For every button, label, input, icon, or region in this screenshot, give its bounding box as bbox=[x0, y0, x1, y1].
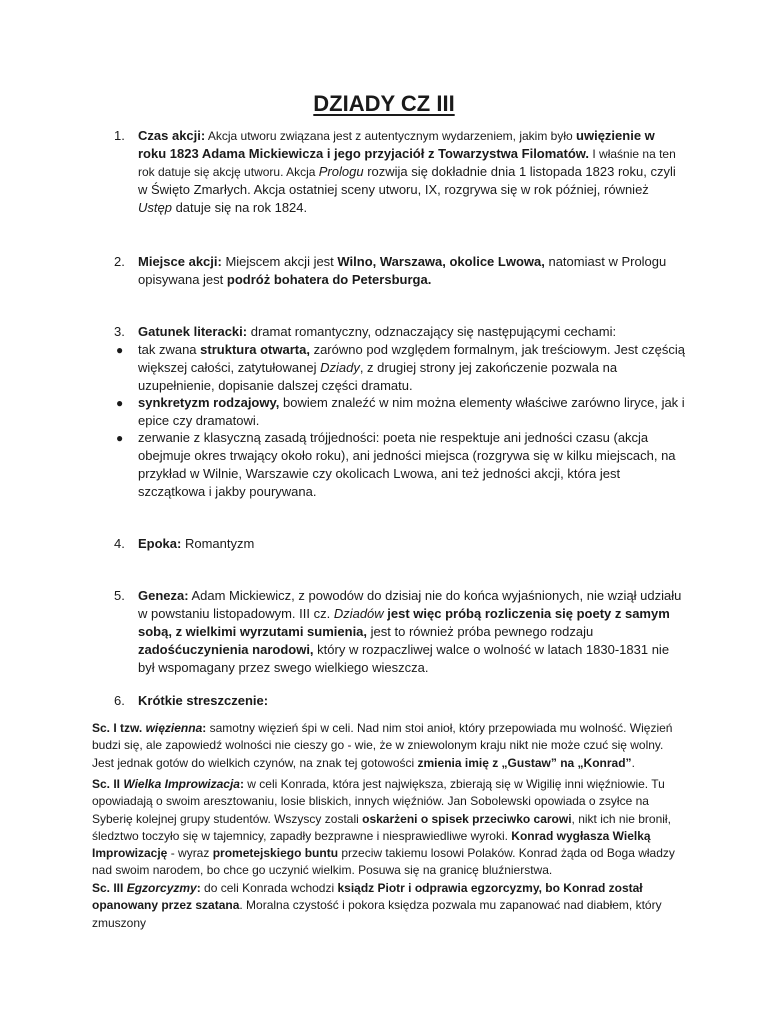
bullet-icon: ● bbox=[116, 343, 124, 357]
document-title: DZIADY CZ III bbox=[313, 91, 455, 116]
scene-1-paragraph: Sc. I tzw. więzienna: samotny więzień śpi w celi. Nad nim stoi anioł, który przepowiada mu wolność. Więzień budzi się, ale zapowiedź wolności nie cieszy go - wie, że w zniewolonym kraju nikt nie może czuć się wolny. Jest jednak gotów do wielkich czynów, na znak tej gotowości zmienia imię z „Gustaw” na „Konrad”. bbox=[92, 721, 673, 770]
genre-feature-open-structure: tak zwana struktura otwarta, zarówno pod względem formalnym, jak treściowym. Jest częścią większej całości, zatytułowanej Dziady, z drugiej strony jej zakończenie pozwala na uzupełnienie, dopisanie dalszej części dramatu. bbox=[138, 342, 685, 393]
section-genesis: Geneza: Adam Mickiewicz, z powodów do dzisiaj nie do końca wyjaśnionych, nie wziął udziału w powstaniu listopadowym. III cz. Dziadów jest więc próbą rozliczenia się poety z samym sobą, z wielkimi wyrzutami sumienia, jest to również próba pewnego rodzaju zadośćuczynienia narodowi, który w rozpaczliwej walce o wolność w latach 1830-1831 nie był wspomagany przez swego wielkiego wieszcza. bbox=[138, 588, 682, 675]
section-number: 1. bbox=[114, 128, 125, 143]
section-number: 3. bbox=[114, 324, 125, 339]
bullet-icon: ● bbox=[116, 431, 124, 445]
scene-3-paragraph: Sc. III Egzorcyzmy: do celi Konrada wchodzi ksiądz Piotr i odprawia egzorcyzmy, bo Konrad został opanowany przez szatana. Moralna czystość i pokora księdza pozwala mu zapanować nad diabłem, który zmuszony bbox=[92, 881, 662, 930]
section-epoch: Epoka: Romantyzm bbox=[138, 536, 255, 551]
section-number: 6. bbox=[114, 693, 125, 708]
section-time-of-action: Czas akcji: Akcja utworu związana jest z autentycznym wydarzeniem, jakim było uwięzienie w roku 1823 Adama Mickiewicza i jego przyjaciół z Towarzystwa Filomatów. I właśnie na ten rok datuje się akcję utworu. Akcja Prologu rozwija się dokładnie dnia 1 listopada 1823 roku, czyli w Święto Zmarłych. Akcja ostatniej sceny utworu, IX, rozgrywa się w rok później, również Ustęp datuje się na rok 1824. bbox=[138, 128, 676, 215]
section-number: 2. bbox=[114, 254, 125, 269]
bullet-icon: ● bbox=[116, 396, 124, 410]
section-place-of-action: Miejsce akcji: Miejscem akcji jest Wilno, Warszawa, okolice Lwowa, natomiast w Prologu opisywana jest podróż bohatera do Petersburga. bbox=[138, 254, 667, 287]
section-number: 5. bbox=[114, 588, 125, 603]
section-summary-heading: Krótkie streszczenie: bbox=[138, 693, 269, 708]
section-literary-genre: Gatunek literacki: dramat romantyczny, odznaczający się następującymi cechami: bbox=[138, 324, 617, 339]
genre-feature-syncretism: synkretyzm rodzajowy, bowiem znaleźć w nim można elementy właściwe zarówno liryce, jak i epice czy dramatowi. bbox=[138, 395, 685, 428]
section-number: 4. bbox=[114, 536, 125, 551]
scene-2-paragraph: Sc. II Wielka Improwizacja: w celi Konrada, która jest największa, zbierają się w Wigilię inni więźniowie. Tu opowiadają o swoim aresztowaniu, losie bliskich, innych więźniów. Jan Sobolewski opowiada o zsyłce na Syberię kolejnej grupy studentów. Wszyscy zostali oskarżeni o spisek przeciwko carowi, nikt ich nie bronił, śledztwo toczyło się w tajemnicy, zapadły bezprawne i niesprawiedliwe wyroki. Konrad wygłasza Wielką Improwizację - wyraz prometejskiego buntu przeciw takiemu losowi Polaków. Konrad żąda od Boga władzy nad swoim narodem, bo chce go uczynić wielkim. Posuwa się na granicę bluźnierstwa. bbox=[92, 777, 675, 878]
genre-feature-unity-break: zerwanie z klasyczną zasadą trójjedności: poeta nie respektuje ani jedności czasu (akcja obejmuje okres trwający około roku), ani jedności miejsca (rozgrywa się w kilku miejscach, na przykład w Wilnie, Warszawie czy okolicach Lwowa, ani też jedności akcji, która jest szczątkowa i jakby pourywana. bbox=[138, 430, 676, 499]
